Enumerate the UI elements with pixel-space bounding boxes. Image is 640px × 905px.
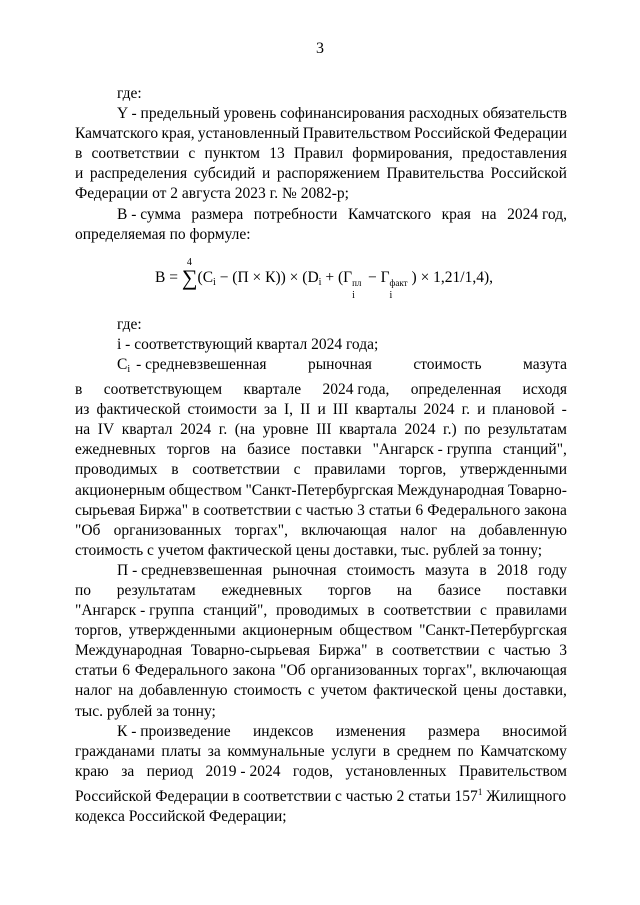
word: предоставления bbox=[462, 145, 567, 163]
word: и bbox=[75, 165, 84, 183]
y-line-3 bbox=[75, 144, 567, 164]
k-line-4-superscript: 1 bbox=[477, 786, 483, 797]
word: и bbox=[317, 401, 326, 419]
word: цены bbox=[463, 682, 498, 700]
word: Камчатского bbox=[75, 125, 159, 143]
c-letter: C bbox=[117, 355, 128, 373]
word: по bbox=[457, 742, 474, 760]
word: индексов bbox=[252, 722, 314, 740]
word: статьи bbox=[75, 662, 118, 680]
word: за bbox=[263, 401, 277, 419]
word: Правил bbox=[293, 145, 344, 163]
word: станций", bbox=[502, 441, 567, 459]
word: рыночная bbox=[307, 355, 372, 373]
c-line-8 bbox=[75, 501, 567, 521]
word: вносимой bbox=[502, 722, 567, 740]
word: частью bbox=[306, 501, 354, 519]
word: "Об bbox=[280, 662, 306, 680]
word: закона bbox=[524, 501, 567, 519]
word: на bbox=[75, 421, 91, 439]
p-line-6 bbox=[75, 661, 567, 681]
word: и bbox=[262, 165, 271, 183]
c-line-1-rest bbox=[136, 355, 567, 380]
word: плановой bbox=[492, 401, 555, 419]
word: Товарно- bbox=[507, 481, 567, 499]
word: услуги bbox=[331, 742, 377, 760]
page-number: 3 bbox=[316, 40, 324, 57]
word: "Об bbox=[75, 521, 101, 539]
word: г.) bbox=[443, 421, 457, 439]
word: соответствии bbox=[192, 461, 280, 479]
word: края, bbox=[161, 125, 195, 143]
word: на bbox=[396, 581, 413, 599]
word: утвержденными bbox=[460, 461, 567, 479]
word: стоимость bbox=[346, 561, 415, 579]
word: период bbox=[146, 762, 194, 780]
sup-pl: пл bbox=[352, 277, 362, 288]
word: ежедневных bbox=[221, 581, 303, 599]
word: станций", bbox=[203, 602, 268, 620]
word: с bbox=[293, 461, 301, 479]
word: доставки, bbox=[503, 682, 567, 700]
word: 2024 год, bbox=[507, 205, 567, 223]
word: размера bbox=[427, 722, 480, 740]
word: установленных bbox=[345, 762, 447, 780]
k-definition bbox=[75, 722, 567, 827]
k-line-5: кодекса Российской Федерации; bbox=[75, 808, 287, 825]
word: в bbox=[75, 145, 83, 163]
word: включающая bbox=[481, 662, 567, 680]
word: торгов bbox=[166, 441, 210, 459]
word: Y - предельный bbox=[117, 105, 220, 123]
word: с bbox=[295, 501, 302, 519]
word: и bbox=[477, 401, 486, 419]
word: правилами bbox=[314, 461, 386, 479]
word: организованных bbox=[113, 521, 222, 539]
word: К - произведение bbox=[117, 722, 231, 740]
word: сырьевая bbox=[75, 501, 136, 519]
word: обществом bbox=[339, 622, 413, 640]
word: мазута bbox=[523, 355, 567, 373]
word: правилами bbox=[495, 602, 567, 620]
word: на bbox=[450, 521, 466, 539]
word: с bbox=[479, 602, 487, 620]
word: распределения bbox=[89, 165, 188, 183]
word: проводимых bbox=[75, 461, 158, 479]
word: на bbox=[220, 441, 237, 459]
word: результатам bbox=[116, 581, 196, 599]
word: из bbox=[75, 401, 90, 419]
y-line-2 bbox=[75, 124, 567, 144]
word: торгах", bbox=[423, 662, 477, 680]
word: закона bbox=[232, 662, 276, 680]
word: I, bbox=[284, 401, 294, 419]
word: краю bbox=[75, 762, 109, 780]
k-line-4-text: Российской Федерации в соответствии с частью 2 статьи 157 bbox=[75, 787, 478, 805]
word: пунктом bbox=[204, 145, 260, 163]
word: Федерального bbox=[427, 501, 521, 519]
word: налог bbox=[75, 682, 113, 700]
word: налог bbox=[400, 521, 438, 539]
p-line-4 bbox=[75, 621, 567, 641]
word: соответствии bbox=[391, 642, 480, 660]
word: торгов, bbox=[399, 461, 447, 479]
p-line-2 bbox=[75, 581, 567, 601]
b-definition bbox=[75, 205, 567, 245]
word: расходных bbox=[408, 105, 479, 123]
word: году bbox=[538, 561, 567, 579]
word: в bbox=[171, 461, 179, 479]
formula-part-b: − (П × К)) × (D bbox=[215, 268, 319, 286]
c-subscript: i bbox=[127, 363, 131, 375]
word: субсидий bbox=[193, 165, 256, 183]
word: 13 bbox=[269, 145, 285, 163]
word: с bbox=[188, 145, 196, 163]
c-line-9 bbox=[75, 521, 567, 541]
c-symbol bbox=[117, 355, 130, 380]
word: кварталы bbox=[355, 401, 417, 419]
word: квартал bbox=[121, 421, 173, 439]
word: установленный bbox=[197, 125, 300, 143]
word: торгах", bbox=[234, 521, 288, 539]
word: уровень bbox=[223, 105, 277, 123]
word: 2024 bbox=[180, 421, 212, 439]
p-line-8: тыс. рублей за тонну; bbox=[75, 702, 216, 720]
word: 6 bbox=[122, 662, 131, 680]
word: ежедневных bbox=[75, 441, 156, 459]
word: добавленную bbox=[139, 682, 228, 700]
word: с bbox=[307, 682, 315, 700]
word: "Санкт-Петербургская bbox=[245, 481, 394, 499]
word: утвержденными bbox=[128, 622, 236, 640]
where-label-2: где: bbox=[117, 315, 142, 333]
word: результатам bbox=[487, 421, 567, 439]
word: г. bbox=[461, 401, 471, 419]
word: 6 bbox=[415, 501, 424, 519]
formula-expression bbox=[155, 256, 494, 301]
word: акционерным bbox=[75, 481, 166, 499]
word: торгов bbox=[328, 581, 372, 599]
formula bbox=[75, 255, 567, 307]
word: - bbox=[561, 401, 567, 419]
word: края bbox=[441, 205, 471, 223]
word: исходя bbox=[522, 381, 567, 399]
word: Правительством bbox=[458, 762, 567, 780]
word: в bbox=[367, 602, 375, 620]
word: 2018 bbox=[496, 561, 528, 579]
word: Камчатскому bbox=[480, 742, 567, 760]
word: (на bbox=[234, 421, 256, 439]
formula-part-d: − Г bbox=[364, 268, 390, 286]
word: акционерным bbox=[242, 622, 333, 640]
word: за bbox=[207, 742, 221, 760]
word: в bbox=[382, 742, 391, 760]
y-line-1 bbox=[75, 104, 567, 124]
word: Товарно-сырьевая bbox=[190, 642, 310, 660]
where-label: где: bbox=[117, 85, 142, 102]
word: включающая bbox=[301, 521, 387, 539]
k-line-4 bbox=[75, 782, 567, 807]
word: Биржа" bbox=[318, 642, 368, 660]
word: В - сумма bbox=[117, 205, 181, 223]
y-line-4 bbox=[75, 164, 567, 184]
word: П - средневзвешенная bbox=[117, 561, 263, 579]
word: Правительством bbox=[302, 125, 411, 143]
i-definition: i - соответствующий квартал 2024 года; bbox=[117, 335, 379, 353]
word: Федерации bbox=[493, 125, 567, 143]
word: добавленную bbox=[478, 521, 567, 539]
word: мазута bbox=[425, 561, 470, 579]
c-line-10: стоимость с учетом фактической цены доставки, тыс. рублей за тонну; bbox=[75, 541, 543, 559]
word: софинансирования bbox=[280, 105, 405, 123]
word: торгов, bbox=[75, 622, 122, 640]
word: частью bbox=[503, 642, 551, 660]
word: Международная bbox=[75, 642, 183, 660]
y-definition bbox=[75, 104, 567, 204]
word: обязательств bbox=[482, 105, 567, 123]
word: годов, bbox=[292, 762, 334, 780]
word: соответствующем bbox=[103, 381, 223, 399]
word: поставки bbox=[301, 441, 362, 459]
word: проводимых bbox=[276, 602, 359, 620]
word: Правительства bbox=[386, 165, 485, 183]
word: соответствии bbox=[91, 145, 180, 163]
word: III bbox=[332, 401, 349, 419]
c-line-2 bbox=[75, 380, 567, 400]
sub-i-4: i bbox=[389, 289, 393, 301]
c-line-1 bbox=[75, 355, 567, 380]
word: определенная bbox=[410, 381, 502, 399]
word: 3 bbox=[559, 642, 567, 660]
word: Российской bbox=[414, 125, 491, 143]
word: IV bbox=[97, 421, 115, 439]
word: 2024 bbox=[423, 401, 455, 419]
word: в bbox=[75, 381, 83, 399]
word: базисе bbox=[437, 581, 481, 599]
word: "Санкт-Петербургская bbox=[419, 622, 567, 640]
document-body bbox=[75, 84, 567, 827]
word: фактической bbox=[373, 682, 458, 700]
word: организованных bbox=[310, 662, 419, 680]
word: за bbox=[121, 762, 135, 780]
p-line-3 bbox=[75, 601, 567, 621]
word: II bbox=[300, 401, 311, 419]
word: на bbox=[481, 205, 497, 223]
word: стоимость bbox=[233, 682, 302, 700]
p-line-5 bbox=[75, 641, 567, 661]
sup-fakt: факт bbox=[389, 277, 408, 288]
k-line-4-tail: Жилищного bbox=[482, 787, 567, 805]
formula-part-c: + (Г bbox=[321, 268, 353, 286]
word: стоимости bbox=[187, 401, 257, 419]
c-line-6 bbox=[75, 460, 567, 480]
word: размера bbox=[191, 205, 244, 223]
word: в bbox=[376, 642, 384, 660]
word: платы bbox=[161, 742, 202, 760]
b-line-2: определяемая по формуле: bbox=[75, 225, 251, 243]
sum-sign: ∑ 4 bbox=[182, 265, 198, 290]
formula-part-e: ) × 1,21/1,4), bbox=[411, 268, 494, 286]
word: потребности bbox=[253, 205, 338, 223]
word: 2019 - 2024 bbox=[205, 762, 281, 780]
word: гражданами bbox=[75, 742, 155, 760]
c-line-5 bbox=[75, 440, 567, 460]
c-line-3 bbox=[75, 400, 567, 420]
k-line-2 bbox=[75, 742, 567, 762]
word: фактической bbox=[96, 401, 181, 419]
word: Камчатского bbox=[347, 205, 432, 223]
word: коммунальные bbox=[227, 742, 325, 760]
word: в bbox=[192, 501, 200, 519]
word: 3 bbox=[357, 501, 365, 519]
word: поставки bbox=[506, 581, 567, 599]
formula-lhs: B = bbox=[155, 268, 182, 286]
word: по bbox=[75, 581, 92, 599]
word: рыночная bbox=[272, 561, 337, 579]
word: стоимость bbox=[413, 355, 482, 373]
word: - средневзвешенная bbox=[136, 355, 267, 373]
word: распоряжением bbox=[276, 165, 380, 183]
word: уровне bbox=[262, 421, 309, 439]
sub-i-3: i bbox=[352, 289, 355, 301]
p-line-1 bbox=[75, 561, 567, 581]
word: изменения bbox=[335, 722, 406, 740]
p-line-7 bbox=[75, 681, 567, 701]
word: г. bbox=[218, 421, 228, 439]
word: квартала bbox=[339, 421, 397, 439]
word: III bbox=[316, 421, 332, 439]
word: Международная bbox=[397, 481, 505, 499]
word: учетом bbox=[320, 682, 368, 700]
word: формирования, bbox=[352, 145, 453, 163]
k-line-1 bbox=[75, 722, 567, 742]
word: обществом bbox=[168, 481, 242, 499]
c-line-7 bbox=[75, 481, 567, 501]
formula-part-a: (C bbox=[197, 268, 214, 286]
p-definition bbox=[75, 561, 567, 722]
word: соответствии bbox=[203, 501, 292, 519]
b-line-1 bbox=[75, 205, 567, 225]
word: соответствии bbox=[383, 602, 472, 620]
word: 2024 bbox=[404, 421, 436, 439]
word: с bbox=[488, 642, 496, 660]
c-definition bbox=[75, 355, 567, 561]
word: статьи bbox=[368, 501, 412, 519]
word: среднем bbox=[396, 742, 451, 760]
sub-i-1: i bbox=[213, 276, 216, 288]
y-line-5: Федерации от 2 августа 2023 г. № 2082-р; bbox=[75, 185, 349, 203]
word: "Ангарск - группа bbox=[75, 602, 195, 620]
word: по bbox=[464, 421, 481, 439]
sub-i-2: i bbox=[318, 276, 322, 288]
word: 2024 года, bbox=[322, 381, 390, 399]
word: "Ангарск - группа bbox=[372, 441, 492, 459]
word: квартале bbox=[243, 381, 302, 399]
word: в bbox=[479, 561, 487, 579]
word: Биржа" bbox=[139, 501, 189, 519]
word: базисе bbox=[247, 441, 291, 459]
word: Федерального bbox=[134, 662, 228, 680]
k-line-3 bbox=[75, 762, 567, 782]
c-line-4 bbox=[75, 420, 567, 440]
word: на bbox=[118, 682, 134, 700]
word: Российской bbox=[490, 165, 567, 183]
sum-upper-limit: 4 bbox=[186, 256, 192, 268]
